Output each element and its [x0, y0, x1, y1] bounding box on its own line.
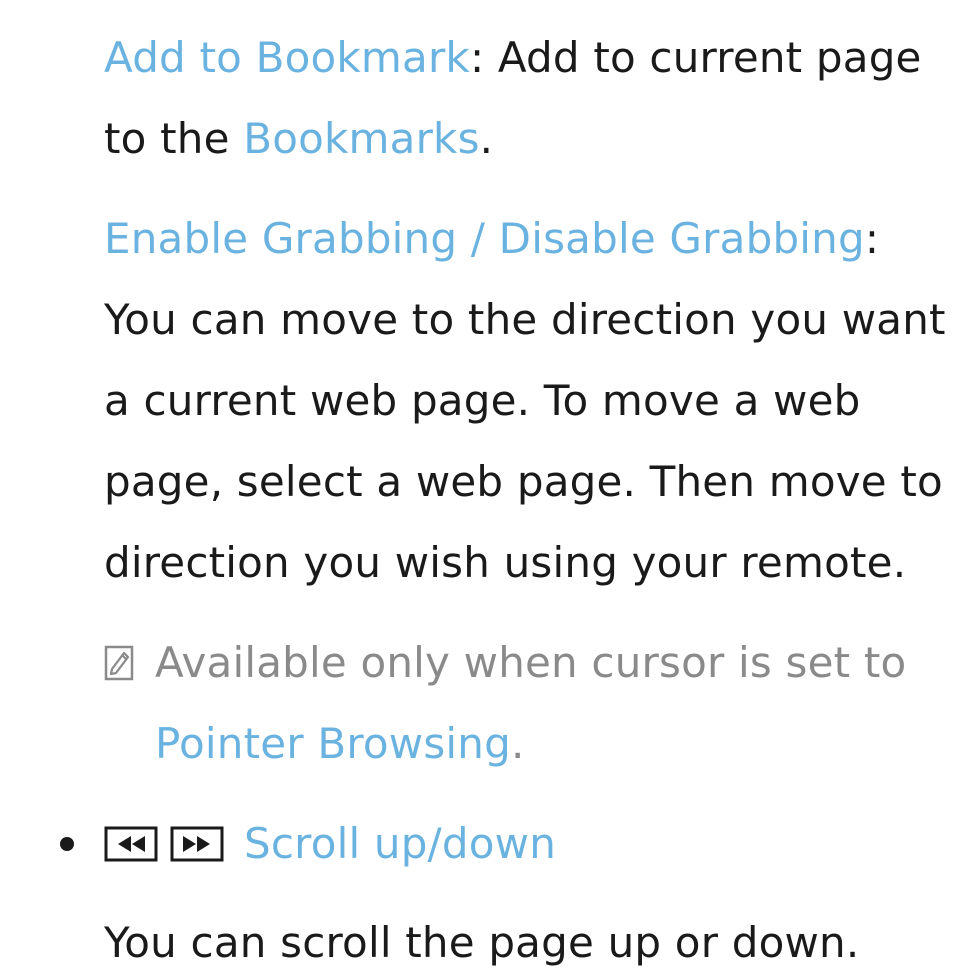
note-line-1: Available only when cursor is set to: [155, 638, 907, 687]
add-to-bookmark-term: Add to Bookmark: [104, 33, 470, 82]
scroll-up-down-label: Scroll up/down: [244, 819, 557, 868]
add-to-bookmark-line-2: [104, 114, 493, 164]
note-period: .: [510, 719, 525, 768]
to-the-text: to the: [104, 114, 244, 163]
pointer-browsing-term: Pointer Browsing: [155, 719, 511, 768]
add-to-bookmark-line: [104, 33, 922, 83]
bullet-dot: [60, 837, 74, 851]
note-line-2: [155, 719, 525, 769]
fast-forward-icon: [170, 826, 224, 862]
grabbing-body-line-2: a current web page. To move a web: [104, 376, 861, 425]
add-to-bookmark-description: : Add to current page: [469, 33, 922, 82]
bookmarks-term: Bookmarks: [243, 114, 480, 163]
grabbing-colon: :: [864, 214, 880, 263]
period: .: [479, 114, 494, 163]
grabbing-body-line-3: page, select a web page. Then move to: [104, 457, 943, 506]
grabbing-term: Enable Grabbing / Disable Grabbing: [104, 214, 865, 263]
grabbing-body-line-1: You can move to the direction you want: [104, 295, 946, 344]
note-icon: [104, 645, 134, 681]
rewind-icon: [104, 826, 158, 862]
scroll-description: You can scroll the page up or down.: [104, 918, 860, 967]
grabbing-heading-line: [104, 214, 879, 264]
grabbing-body-line-4: direction you wish using your remote.: [104, 538, 907, 587]
